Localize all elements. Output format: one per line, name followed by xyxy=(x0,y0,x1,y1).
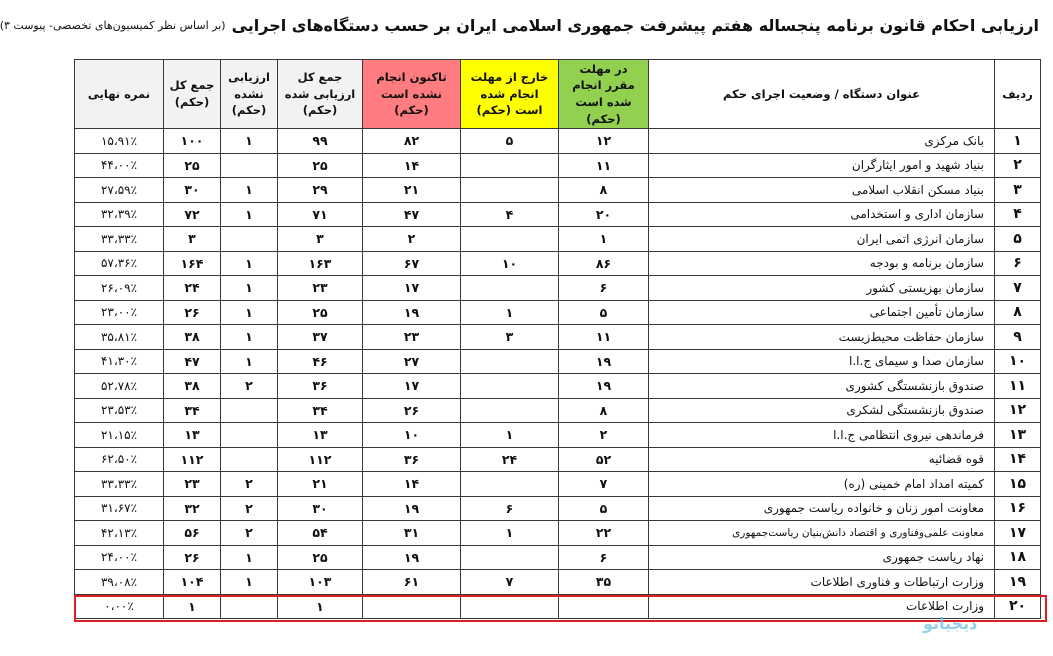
cell-on-time: ۸ xyxy=(559,398,649,423)
cell-row-no: ۱۷ xyxy=(995,521,1041,546)
cell-final-score: ۳۹،۰۸٪ xyxy=(75,570,164,595)
page-subtitle: (بر اساس نظر کمیسیون‌های تخصصی- پیوست ۳) xyxy=(0,18,226,32)
header-org: عنوان دستگاه / وضعیت اجرای حکم xyxy=(649,60,995,129)
cell-not-evaluated xyxy=(221,227,278,252)
evaluation-table xyxy=(74,59,1041,619)
cell-final-score: ۳۳،۳۳٪ xyxy=(75,227,164,252)
cell-on-time: ۲ xyxy=(559,423,649,448)
cell-row-no: ۸ xyxy=(995,300,1041,325)
cell-final-score: ۱۵،۹۱٪ xyxy=(75,129,164,154)
cell-final-score: ۶۲،۵۰٪ xyxy=(75,447,164,472)
table-row xyxy=(75,227,1041,252)
cell-final-score: ۳۵،۸۱٪ xyxy=(75,325,164,350)
page-title: ارزیابی احکام قانون برنامه پنجساله هفتم پیشرفت جمهوری اسلامی ایران بر حسب دستگاه‌های اجرایی xyxy=(231,15,1039,35)
cell-on-time: ۵ xyxy=(559,496,649,521)
cell-final-score: ۴۴،۰۰٪ xyxy=(75,153,164,178)
cell-not-evaluated xyxy=(221,594,278,619)
cell-org: سازمان تأمین اجتماعی xyxy=(649,300,995,325)
cell-not-evaluated: ۱ xyxy=(221,325,278,350)
cell-late xyxy=(461,398,559,423)
cell-row-no: ۱۱ xyxy=(995,374,1041,399)
cell-not-evaluated: ۲ xyxy=(221,496,278,521)
cell-row-no: ۱۶ xyxy=(995,496,1041,521)
cell-not-done: ۳۱ xyxy=(363,521,461,546)
cell-final-score: ۵۷،۳۶٪ xyxy=(75,251,164,276)
cell-row-no: ۱۹ xyxy=(995,570,1041,595)
cell-org: بنیاد شهید و امور ایثارگران xyxy=(649,153,995,178)
cell-not-evaluated xyxy=(221,153,278,178)
header-not-evaluated: ارزیابی نشده (حکم) xyxy=(221,60,278,129)
cell-not-done: ۳۶ xyxy=(363,447,461,472)
cell-final-score: ۰،۰۰٪ xyxy=(75,594,164,619)
cell-late: ۴ xyxy=(461,202,559,227)
cell-not-evaluated: ۱ xyxy=(221,276,278,301)
cell-late xyxy=(461,153,559,178)
cell-not-done: ۸۲ xyxy=(363,129,461,154)
header-not-done: تاکنون انجام نشده است (حکم) xyxy=(363,60,461,129)
cell-grand-total: ۷۲ xyxy=(164,202,221,227)
header-row-no: ردیف xyxy=(995,60,1041,129)
cell-evaluated-total: ۱۶۳ xyxy=(278,251,363,276)
table-header-row xyxy=(75,60,1041,129)
cell-late xyxy=(461,349,559,374)
cell-final-score: ۲۳،۰۰٪ xyxy=(75,300,164,325)
cell-late xyxy=(461,178,559,203)
cell-on-time: ۶ xyxy=(559,276,649,301)
table-row xyxy=(75,129,1041,154)
cell-not-evaluated: ۱ xyxy=(221,300,278,325)
table-row xyxy=(75,374,1041,399)
cell-on-time: ۳۵ xyxy=(559,570,649,595)
header-late: خارج از مهلت انجام شده است (حکم) xyxy=(461,60,559,129)
cell-not-evaluated xyxy=(221,447,278,472)
cell-not-done: ۱۴ xyxy=(363,472,461,497)
cell-row-no: ۹ xyxy=(995,325,1041,350)
cell-org: نهاد ریاست جمهوری xyxy=(649,545,995,570)
cell-final-score: ۲۷،۵۹٪ xyxy=(75,178,164,203)
cell-not-done: ۲۱ xyxy=(363,178,461,203)
cell-org: بنیاد مسکن انقلاب اسلامی xyxy=(649,178,995,203)
cell-on-time: ۵ xyxy=(559,300,649,325)
cell-org: بانک مرکزی xyxy=(649,129,995,154)
table-row xyxy=(75,423,1041,448)
cell-evaluated-total: ۲۵ xyxy=(278,300,363,325)
cell-org: سازمان برنامه و بودجه xyxy=(649,251,995,276)
cell-grand-total: ۱۱۲ xyxy=(164,447,221,472)
table-row xyxy=(75,300,1041,325)
cell-row-no: ۱۴ xyxy=(995,447,1041,472)
cell-org: معاونت امور زنان و خانواده ریاست جمهوری xyxy=(649,496,995,521)
cell-on-time: ۱۱ xyxy=(559,153,649,178)
cell-final-score: ۳۱،۶۷٪ xyxy=(75,496,164,521)
cell-not-done: ۲۶ xyxy=(363,398,461,423)
cell-evaluated-total: ۱۳ xyxy=(278,423,363,448)
cell-org: وزارت ارتباطات و فناوری اطلاعات xyxy=(649,570,995,595)
table-row xyxy=(75,594,1041,619)
cell-evaluated-total: ۷۱ xyxy=(278,202,363,227)
cell-evaluated-total: ۲۵ xyxy=(278,545,363,570)
cell-org: سازمان اداری و استخدامی xyxy=(649,202,995,227)
cell-on-time xyxy=(559,594,649,619)
cell-org: سازمان صدا و سیمای ج.ا.ا xyxy=(649,349,995,374)
header-evaluated-total: جمع کل ارزیابی شده (حکم) xyxy=(278,60,363,129)
cell-final-score: ۲۳،۵۳٪ xyxy=(75,398,164,423)
cell-not-done: ۱۹ xyxy=(363,300,461,325)
header-on-time: در مهلت مقرر انجام شده است (حکم) xyxy=(559,60,649,129)
cell-row-no: ۴ xyxy=(995,202,1041,227)
cell-evaluated-total: ۲۵ xyxy=(278,153,363,178)
table-row xyxy=(75,447,1041,472)
cell-not-evaluated xyxy=(221,398,278,423)
evaluation-table-container xyxy=(75,59,1041,619)
cell-grand-total: ۲۶ xyxy=(164,300,221,325)
cell-on-time: ۷ xyxy=(559,472,649,497)
cell-final-score: ۳۲،۳۹٪ xyxy=(75,202,164,227)
cell-grand-total: ۲۳ xyxy=(164,472,221,497)
cell-late xyxy=(461,276,559,301)
cell-on-time: ۱۹ xyxy=(559,349,649,374)
cell-row-no: ۵ xyxy=(995,227,1041,252)
table-row xyxy=(75,325,1041,350)
cell-grand-total: ۳۴ xyxy=(164,398,221,423)
header-final-score: نمره نهایی xyxy=(75,60,164,129)
cell-not-evaluated: ۱ xyxy=(221,570,278,595)
cell-not-evaluated: ۲ xyxy=(221,472,278,497)
cell-final-score: ۲۶،۰۹٪ xyxy=(75,276,164,301)
cell-on-time: ۲۲ xyxy=(559,521,649,546)
cell-grand-total: ۱۳ xyxy=(164,423,221,448)
cell-row-no: ۱۵ xyxy=(995,472,1041,497)
cell-late: ۷ xyxy=(461,570,559,595)
cell-org: فرماندهی نیروی انتظامی ج.ا.ا xyxy=(649,423,995,448)
table-row xyxy=(75,276,1041,301)
cell-not-evaluated: ۲ xyxy=(221,521,278,546)
cell-row-no: ۱۰ xyxy=(995,349,1041,374)
table-row xyxy=(75,521,1041,546)
cell-org: کمیته امداد امام خمینی (ره) xyxy=(649,472,995,497)
cell-evaluated-total: ۲۹ xyxy=(278,178,363,203)
cell-evaluated-total: ۲۱ xyxy=(278,472,363,497)
cell-evaluated-total: ۳۶ xyxy=(278,374,363,399)
cell-row-no: ۳ xyxy=(995,178,1041,203)
cell-not-done: ۶۷ xyxy=(363,251,461,276)
cell-on-time: ۱۱ xyxy=(559,325,649,350)
cell-on-time: ۲۰ xyxy=(559,202,649,227)
cell-grand-total: ۱۰۰ xyxy=(164,129,221,154)
cell-not-done: ۱۹ xyxy=(363,496,461,521)
table-row xyxy=(75,153,1041,178)
table-row xyxy=(75,398,1041,423)
cell-evaluated-total: ۵۴ xyxy=(278,521,363,546)
cell-evaluated-total: ۳۷ xyxy=(278,325,363,350)
cell-late: ۱ xyxy=(461,423,559,448)
cell-grand-total: ۱ xyxy=(164,594,221,619)
cell-final-score: ۲۴،۰۰٪ xyxy=(75,545,164,570)
cell-on-time: ۵۲ xyxy=(559,447,649,472)
cell-grand-total: ۲۶ xyxy=(164,545,221,570)
cell-grand-total: ۳۲ xyxy=(164,496,221,521)
cell-row-no: ۱۸ xyxy=(995,545,1041,570)
cell-late xyxy=(461,545,559,570)
cell-evaluated-total: ۴۶ xyxy=(278,349,363,374)
cell-org: معاونت علمی‌وفناوری و اقتصاد دانش‌بنیان ریاست‌جمهوری xyxy=(649,521,995,546)
cell-not-evaluated: ۱ xyxy=(221,202,278,227)
cell-grand-total: ۱۰۴ xyxy=(164,570,221,595)
cell-row-no: ۲۰ xyxy=(995,594,1041,619)
cell-final-score: ۵۲،۷۸٪ xyxy=(75,374,164,399)
cell-evaluated-total: ۱۱۲ xyxy=(278,447,363,472)
cell-not-evaluated: ۱ xyxy=(221,349,278,374)
cell-evaluated-total: ۹۹ xyxy=(278,129,363,154)
cell-evaluated-total: ۱۰۳ xyxy=(278,570,363,595)
cell-late: ۱ xyxy=(461,521,559,546)
cell-org: وزارت اطلاعات xyxy=(649,594,995,619)
cell-on-time: ۸۶ xyxy=(559,251,649,276)
cell-not-done: ۱۹ xyxy=(363,545,461,570)
cell-late: ۱ xyxy=(461,300,559,325)
cell-grand-total: ۲۵ xyxy=(164,153,221,178)
cell-on-time: ۸ xyxy=(559,178,649,203)
cell-row-no: ۲ xyxy=(995,153,1041,178)
cell-on-time: ۶ xyxy=(559,545,649,570)
cell-on-time: ۱۲ xyxy=(559,129,649,154)
title-bar xyxy=(0,8,1039,42)
cell-not-done: ۱۷ xyxy=(363,276,461,301)
cell-grand-total: ۳۸ xyxy=(164,325,221,350)
cell-not-done xyxy=(363,594,461,619)
header-grand-total: جمع کل (حکم) xyxy=(164,60,221,129)
cell-row-no: ۱۲ xyxy=(995,398,1041,423)
cell-not-done: ۲۳ xyxy=(363,325,461,350)
cell-evaluated-total: ۲۳ xyxy=(278,276,363,301)
cell-final-score: ۴۱،۳۰٪ xyxy=(75,349,164,374)
cell-not-done: ۲۷ xyxy=(363,349,461,374)
table-row xyxy=(75,251,1041,276)
cell-not-done: ۱۴ xyxy=(363,153,461,178)
cell-grand-total: ۳۸ xyxy=(164,374,221,399)
cell-not-done: ۱۷ xyxy=(363,374,461,399)
cell-grand-total: ۵۶ xyxy=(164,521,221,546)
cell-org: صندوق بازنشستگی لشکری xyxy=(649,398,995,423)
cell-late xyxy=(461,472,559,497)
cell-final-score: ۴۲،۱۳٪ xyxy=(75,521,164,546)
cell-row-no: ۷ xyxy=(995,276,1041,301)
cell-late: ۱۰ xyxy=(461,251,559,276)
table-row xyxy=(75,178,1041,203)
cell-late: ۳ xyxy=(461,325,559,350)
table-row xyxy=(75,202,1041,227)
cell-not-done: ۱۰ xyxy=(363,423,461,448)
cell-late: ۶ xyxy=(461,496,559,521)
cell-evaluated-total: ۳۰ xyxy=(278,496,363,521)
cell-on-time: ۱۹ xyxy=(559,374,649,399)
cell-not-evaluated: ۱ xyxy=(221,178,278,203)
cell-not-evaluated: ۱ xyxy=(221,129,278,154)
table-row xyxy=(75,349,1041,374)
cell-row-no: ۶ xyxy=(995,251,1041,276)
cell-row-no: ۱۳ xyxy=(995,423,1041,448)
cell-grand-total: ۲۴ xyxy=(164,276,221,301)
cell-not-done: ۴۷ xyxy=(363,202,461,227)
table-row xyxy=(75,472,1041,497)
cell-on-time: ۱ xyxy=(559,227,649,252)
cell-late xyxy=(461,594,559,619)
cell-not-evaluated: ۱ xyxy=(221,251,278,276)
cell-org: قوه قضائیه xyxy=(649,447,995,472)
watermark-logo: دیجیاتو xyxy=(923,614,978,633)
cell-late xyxy=(461,374,559,399)
cell-late: ۵ xyxy=(461,129,559,154)
cell-row-no: ۱ xyxy=(995,129,1041,154)
cell-late: ۲۴ xyxy=(461,447,559,472)
cell-late xyxy=(461,227,559,252)
cell-final-score: ۳۳،۳۳٪ xyxy=(75,472,164,497)
cell-not-evaluated: ۱ xyxy=(221,545,278,570)
cell-evaluated-total: ۳۴ xyxy=(278,398,363,423)
cell-evaluated-total: ۱ xyxy=(278,594,363,619)
table-body xyxy=(75,129,1041,619)
cell-grand-total: ۴۷ xyxy=(164,349,221,374)
cell-org: سازمان بهزیستی کشور xyxy=(649,276,995,301)
cell-evaluated-total: ۳ xyxy=(278,227,363,252)
table-row xyxy=(75,570,1041,595)
cell-not-done: ۲ xyxy=(363,227,461,252)
cell-final-score: ۲۱،۱۵٪ xyxy=(75,423,164,448)
cell-org: سازمان انرژی اتمی ایران xyxy=(649,227,995,252)
cell-not-evaluated xyxy=(221,423,278,448)
cell-not-done: ۶۱ xyxy=(363,570,461,595)
cell-grand-total: ۱۶۴ xyxy=(164,251,221,276)
cell-grand-total: ۳۰ xyxy=(164,178,221,203)
table-row xyxy=(75,496,1041,521)
table-row xyxy=(75,545,1041,570)
cell-org: صندوق بازنشستگی کشوری xyxy=(649,374,995,399)
cell-not-evaluated: ۲ xyxy=(221,374,278,399)
cell-org: سازمان حفاظت محیط‌زیست xyxy=(649,325,995,350)
cell-grand-total: ۳ xyxy=(164,227,221,252)
